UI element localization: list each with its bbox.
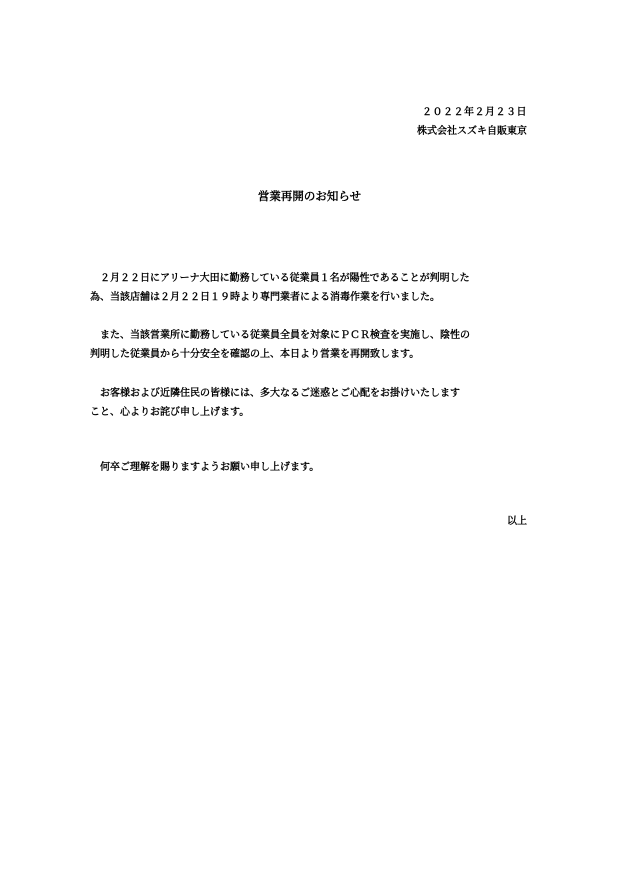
paragraph-reopening xyxy=(90,326,540,364)
paragraph-line: お客様および近隣住民の皆様には、多大なるご迷惑とご心配をお掛けいたします xyxy=(90,388,460,399)
paragraph-request xyxy=(90,458,540,477)
paragraph-line: 判明した従業員から十分安全を確認の上、本日より営業を再開致します。 xyxy=(90,349,420,360)
document-date: ２０２２年２月２３日 xyxy=(422,107,527,118)
paragraph-line: 為、当該店舗は２月２２日１９時より専門業者による消毒作業を行いました。 xyxy=(90,292,440,303)
paragraph-apology xyxy=(90,384,540,422)
closing-mark: 以上 xyxy=(507,516,527,527)
paragraph-line: ２月２２日にアリーナ大田に勤務している従業員１名が陽性であることが判明した xyxy=(90,273,470,284)
paragraph-incident xyxy=(90,269,540,307)
document-title: 営業再開のお知らせ xyxy=(257,189,362,203)
paragraph-line: 何卒ご理解を賜りますようお願い申し上げます。 xyxy=(90,462,320,473)
company-name: 株式会社スズキ自販東京 xyxy=(417,126,527,137)
paragraph-line: こと、心よりお詫び申し上げます。 xyxy=(90,407,250,418)
paragraph-line: また、当該営業所に勤務している従業員全員を対象にＰＣＲ検査を実施し、陰性の xyxy=(90,330,470,341)
